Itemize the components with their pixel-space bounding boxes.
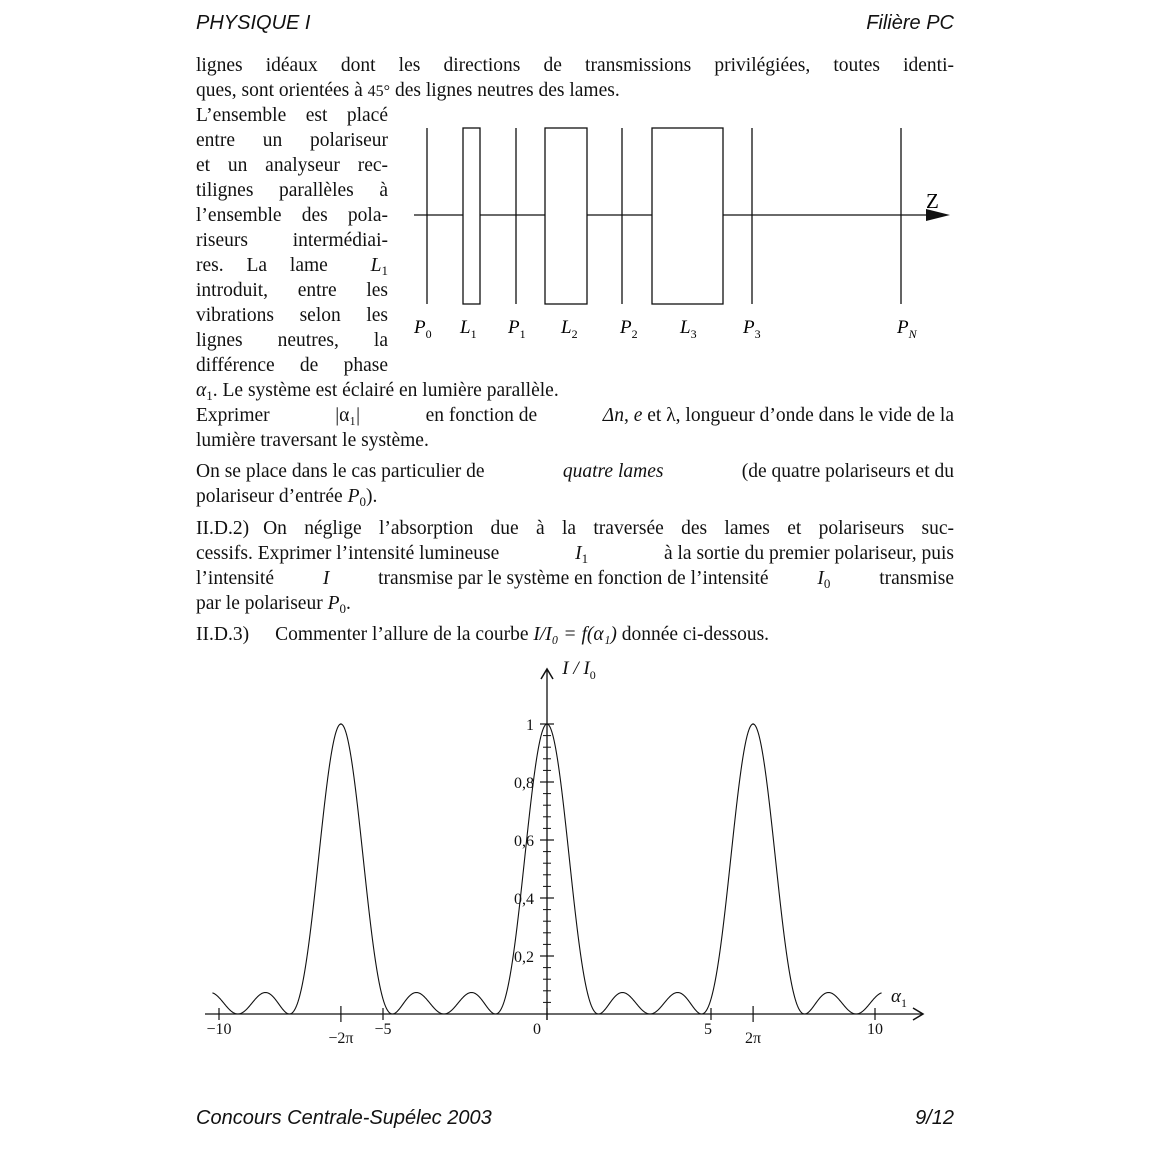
peak-point: [752, 723, 754, 725]
y-tick-label: 0,8: [514, 775, 534, 792]
text-line-1: lignes idéaux dont les directions de transmissions privilégiées, toutes identi-: [196, 55, 954, 76]
label-p2: $P_2$: [620, 317, 638, 341]
text-line: cessifs. Exprimer l’intensité lumineuse $I_1$ à la sortie du premier polariseur, puis: [196, 543, 954, 566]
col-line: riseurs intermédiai-: [196, 230, 388, 251]
peak-point: [546, 723, 548, 725]
plate-l2: [545, 128, 587, 304]
plate-l1: [463, 128, 480, 304]
col-line: res. La lame $L_1$: [196, 255, 388, 278]
x-axis-label: $\alpha_1$: [891, 986, 907, 1010]
x-tick-label: 5: [704, 1021, 712, 1038]
question-ii-d-2: II.D.2) On néglige l’absorption due à la traversée des lames et polariseurs suc-: [196, 518, 954, 539]
footer-right: 9/12: [915, 1107, 954, 1129]
x-tick-label: −5: [374, 1021, 392, 1038]
axis-label-z: Z: [926, 189, 939, 213]
col-line: L’ensemble est placé: [196, 105, 388, 126]
y-tick-label: 1: [526, 717, 534, 734]
text-line-exprimer: Exprimer |α₁| en fonction de Δn, e et λ, longueur d’onde dans le vide de la: [196, 405, 954, 426]
header-right: Filière PC: [866, 12, 954, 34]
col-line: l’ensemble des pola-: [196, 205, 388, 226]
label-l3: $L_3$: [680, 317, 697, 341]
col-line: et un analyseur rec-: [196, 155, 388, 176]
col-line: tilignes parallèles à: [196, 180, 388, 201]
col-line: introduit, entre les: [196, 280, 388, 301]
y-axis-label: I / $I_0$: [562, 658, 596, 682]
col-line: vibrations selon les: [196, 305, 388, 326]
peak-point: [340, 723, 342, 725]
col-line: différence de phase: [196, 355, 388, 376]
y-tick-label: 0,6: [514, 833, 534, 850]
x-tick-label: −10: [206, 1021, 232, 1038]
text-line: l’intensité I transmise par le système en fonction de l’intensité $I_0$ transmise: [196, 568, 954, 591]
header-left: PHYSIQUE I: [196, 12, 311, 34]
intensity-chart: [0, 650, 1152, 1060]
label-p3: $P_3$: [743, 317, 761, 341]
label-p0: $P_0$: [414, 317, 432, 341]
y-tick-label: 0,2: [514, 949, 534, 966]
text-line: polariseur d’entrée $P_0$).: [196, 486, 378, 509]
text-line: lumière traversant le système.: [196, 430, 429, 451]
x-tick-label: 0: [533, 1021, 541, 1038]
label-l2: $L_2$: [561, 317, 578, 341]
plate-l3: [652, 128, 723, 304]
footer-left: Concours Centrale-Supélec 2003: [196, 1107, 492, 1129]
x-pi-tick-label: −2π: [328, 1030, 354, 1047]
y-tick-label: 0,4: [514, 891, 534, 908]
label-p1: $P_1$: [508, 317, 526, 341]
formula: I/I₀ = f(α₁): [533, 624, 617, 645]
x-tick-label: 10: [867, 1021, 883, 1038]
x-pi-tick-label: 2π: [745, 1030, 762, 1047]
abs-alpha: |α₁|: [335, 405, 361, 426]
label-l1: $L_1$: [460, 317, 477, 341]
col-line: lignes neutres, la: [196, 330, 388, 351]
col-line: entre un polariseur: [196, 130, 388, 151]
text-line-alpha: $\alpha_1$. Le système est éclairé en lumière parallèle.: [196, 380, 559, 403]
angle-value: 45°: [367, 83, 391, 100]
label-pn: $P_N$: [897, 317, 917, 341]
optical-setup-diagram: [400, 118, 960, 350]
text-line-cas: On se place dans le cas particulier de quatre lames (de quatre polariseurs et du: [196, 461, 954, 482]
text-line-2: ques, sont orientées à 45° des lignes neutres des lames.: [196, 80, 620, 101]
question-ii-d-3: II.D.3) Commenter l’allure de la courbe I/I₀ = f(α₁) donnée ci-dessous.: [196, 624, 770, 645]
text-line: par le polariseur $P_0$.: [196, 593, 351, 616]
